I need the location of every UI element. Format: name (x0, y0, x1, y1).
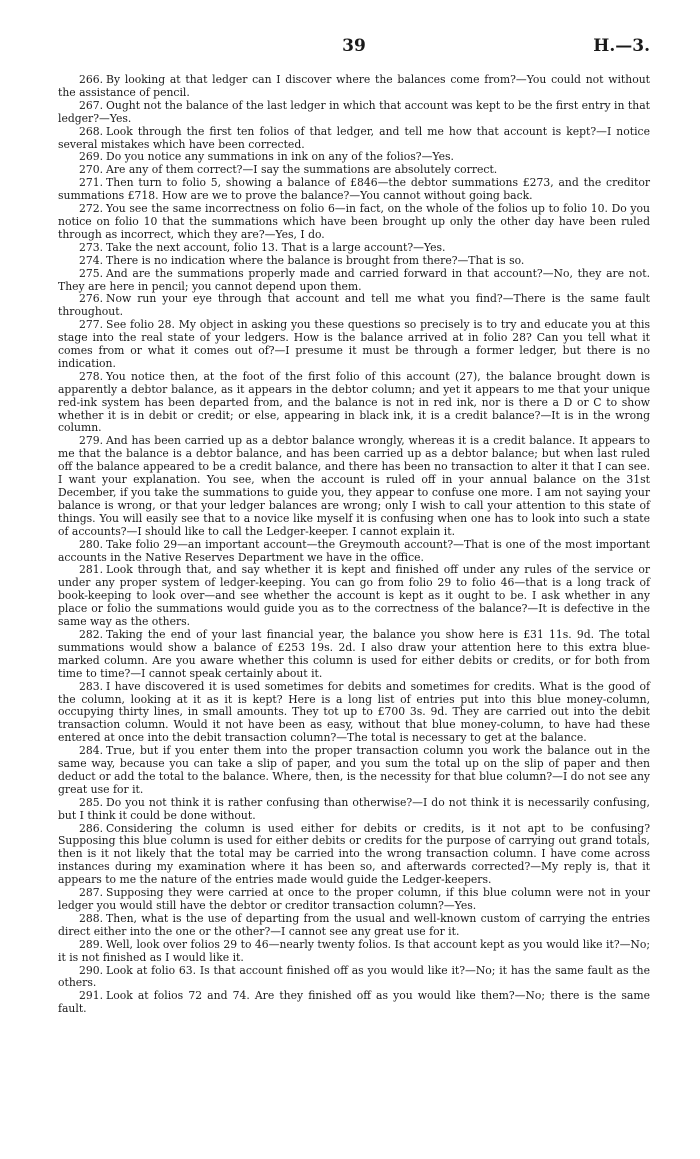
question-number: 277. (79, 318, 104, 332)
question-paragraph (58, 823, 650, 888)
question-number: 272. (79, 202, 104, 216)
question-paragraph (58, 268, 650, 294)
question-text: You see the same incorrectness on folio 6—in fact, on the whole of the folios up to folio 10. Do you notice on folio 10 that the summations which have been brought up only the other day have been ruled through as incorrect, which they are?—Yes, I do. (58, 202, 650, 241)
question-text: Considering the column is used either for debits or credits, is it not apt to be confusing? Supposing this blue column is used for either debits or credits for the purpose of carrying out grand totals, then is it not likely that the total may be carried into the wrong transaction column. I have come across instances during my examination where it has been so, and afterwards corrected?—My reply is, that it appears to me the nature of the entries made would guide the Ledger-keepers. (58, 821, 650, 887)
question-text: See folio 28. My object in asking you these questions so precisely is to try and educate you at this stage into the real state of your ledgers. How is the balance arrived at in folio 28? Can you tell what it comes from or what it comes out of?—I presume it must be through a former ledger, but there is no indication. (58, 318, 650, 370)
question-paragraph (58, 564, 650, 629)
question-paragraph (58, 203, 650, 242)
question-paragraph (58, 100, 650, 126)
question-text: Do you notice any summations in ink on any of the folios?—Yes. (106, 150, 454, 164)
question-paragraph (58, 177, 650, 203)
question-text: True, but if you enter them into the proper transaction column you work the balance out in the same way, because you can take a slip of paper, and you sum the total up on the slip of paper and then deduct or add the total to the balance. Where, then, is the necessity for that blue column?—I do not see any great use for it. (58, 744, 650, 796)
question-number: 279. (79, 434, 104, 448)
question-paragraph (58, 797, 650, 823)
question-text: Do you not think it is rather confusing than otherwise?—I do not think it is necessarily confusing, but I think it could be done without. (58, 795, 650, 822)
question-number: 270. (79, 163, 104, 177)
question-text: Then turn to folio 5, showing a balance of £846—the debtor summations £273, and the creditor summations £718. How are we to prove the balance?—You cannot without going back. (58, 176, 650, 203)
question-number: 282. (79, 627, 104, 641)
question-number: 288. (79, 911, 104, 925)
question-number: 281. (79, 563, 104, 577)
question-number: 268. (79, 124, 104, 138)
question-paragraph (58, 539, 650, 565)
question-number: 266. (79, 73, 104, 86)
question-paragraph (58, 371, 650, 436)
question-paragraph (58, 293, 650, 319)
question-number: 274. (79, 253, 104, 267)
question-number: 278. (79, 369, 104, 383)
question-paragraph (58, 990, 650, 1016)
question-text: Are any of them correct?—I say the summations are absolutely correct. (106, 163, 498, 177)
question-paragraph (58, 74, 650, 100)
question-number: 290. (79, 963, 104, 977)
question-text: Ought not the balance of the last ledger in which that account was kept to be the first entry in that ledger?—Yes. (58, 98, 650, 125)
question-number: 291. (79, 989, 104, 1003)
question-paragraph (58, 435, 650, 538)
question-number: 267. (79, 98, 104, 112)
page-header (58, 36, 650, 62)
question-paragraph (58, 939, 650, 965)
question-text: Look through that, and say whether it is kept and finished off under any rules of the service or under any proper system of ledger-keeping. You can go from folio 29 to folio 46—that is a long track of book-keeping to look over—and see whether the account is kept as it ought to be. I ask whether in any place or folio the summations would guide you as to the correctness of the balance?—It is defective in the same way as the others. (58, 563, 650, 629)
question-number: 280. (79, 537, 104, 551)
question-paragraph (58, 745, 650, 797)
question-paragraph (58, 629, 650, 681)
question-number: 273. (79, 240, 104, 254)
question-text: Look through the first ten folios of that ledger, and tell me how that account is kept?—I notice several mistakes which have been corrected. (58, 124, 650, 151)
question-text: There is no indication where the balance is brought from there?—That is so. (106, 253, 525, 267)
question-text: You notice then, at the foot of the first folio of this account (27), the balance brought down is apparently a debtor balance, as it appears in the debtor column; and yet it appears to me that your unique red-ink system has been departed from, and the balance is not in red ink, nor is there a D or C to show whether it is in debit or credit; or else, appearing in black ink, it is a credit balance?—It is in the wrong column. (58, 369, 650, 435)
document-reference: H.—3. (593, 36, 650, 56)
question-paragraph (58, 965, 650, 991)
question-text: Look at folio 63. Is that account finished off as you would like it?—No; it has the same fault as the others. (58, 963, 650, 990)
page-number: 39 (342, 36, 366, 56)
question-text: Now run your eye through that account and tell me what you find?—There is the same fault throughout. (58, 292, 650, 319)
question-number: 287. (79, 886, 104, 900)
question-paragraph (58, 913, 650, 939)
question-paragraph (58, 319, 650, 371)
question-text: I have discovered it is used sometimes for debits and sometimes for credits. What is the good of the column, looking at it as it is kept? Here is a long list of entries put into this blue money-column, occupying thirty lines, in small amounts. They tot up to £700 3s. 9d. They are carried out into the debit transaction column. Would it not have been as easy, without that blue money-column, to have had these entered at once into the debit transaction column?—The total is necessary to get at the balance. (58, 679, 650, 745)
question-text: Take folio 29—an important account—the Greymouth account?—That is one of the most important accounts in the Native Reserves Department we have in the office. (58, 537, 650, 564)
question-text: And are the summations properly made and carried forward in that account?—No, they are not. They are here in pencil; you cannot depend upon them. (58, 266, 650, 293)
question-text: Take the next account, folio 13. That is a large account?—Yes. (106, 240, 446, 254)
question-text: Then, what is the use of departing from the usual and well-known custom of carrying the entries direct either into the one or the other?—I cannot see any great use for it. (58, 911, 650, 938)
question-number: 284. (79, 744, 104, 758)
question-text: Well, look over folios 29 to 46—nearly twenty folios. Is that account kept as you would like it?—No; it is not finished as I would like it. (58, 937, 650, 964)
question-paragraph (58, 126, 650, 152)
question-paragraph (58, 681, 650, 746)
question-number: 289. (79, 937, 104, 951)
question-number: 269. (79, 150, 104, 164)
question-paragraph (58, 887, 650, 913)
question-number: 286. (79, 821, 104, 835)
testimony-body (58, 74, 650, 1016)
question-number: 271. (79, 176, 104, 190)
question-text: Supposing they were carried at once to the proper column, if this blue column were not in your ledger you would still have the debtor or creditor transaction column?—Yes. (58, 886, 650, 912)
question-text: Look at folios 72 and 74. Are they finished off as you would like them?—No; there is the same fault. (58, 989, 650, 1016)
question-number: 283. (79, 679, 104, 693)
question-number: 285. (79, 795, 104, 809)
question-text: By looking at that ledger can I discover where the balances come from?—You could not without the assistance of pencil. (58, 73, 650, 99)
question-number: 275. (79, 266, 104, 280)
question-text: And has been carried up as a debtor balance wrongly, whereas it is a credit balance. It appears to me that the balance is a debtor balance, and has been carried up as a debtor balance; but when last ruled off the balance appeared to be a credit balance, and there has been no transaction to alter it that I can see. I want your explanation. You see, when the account is ruled off in your annual balance on the 31st December, if you take the summations to guide you, they appear to confuse one more. I am not saying your balance is wrong, or that your ledger balances are wrong; only I wish to call your attention to this state of things. You will easily see that to a novice like myself it is confusing when one has to look into such a state of accounts?—I should like to call the Ledger-keeper. I cannot explain it. (58, 434, 650, 538)
question-text: Taking the end of your last financial year, the balance you show here is £31 11s. 9d. The total summations would show a balance of £253 19s. 2d. I also draw your attention here to this extra blue-marked column. Are you aware whether this column is used for either debits or credits, or for both from time to time?—I cannot speak certainly about it. (58, 627, 650, 680)
question-number: 276. (79, 292, 104, 306)
